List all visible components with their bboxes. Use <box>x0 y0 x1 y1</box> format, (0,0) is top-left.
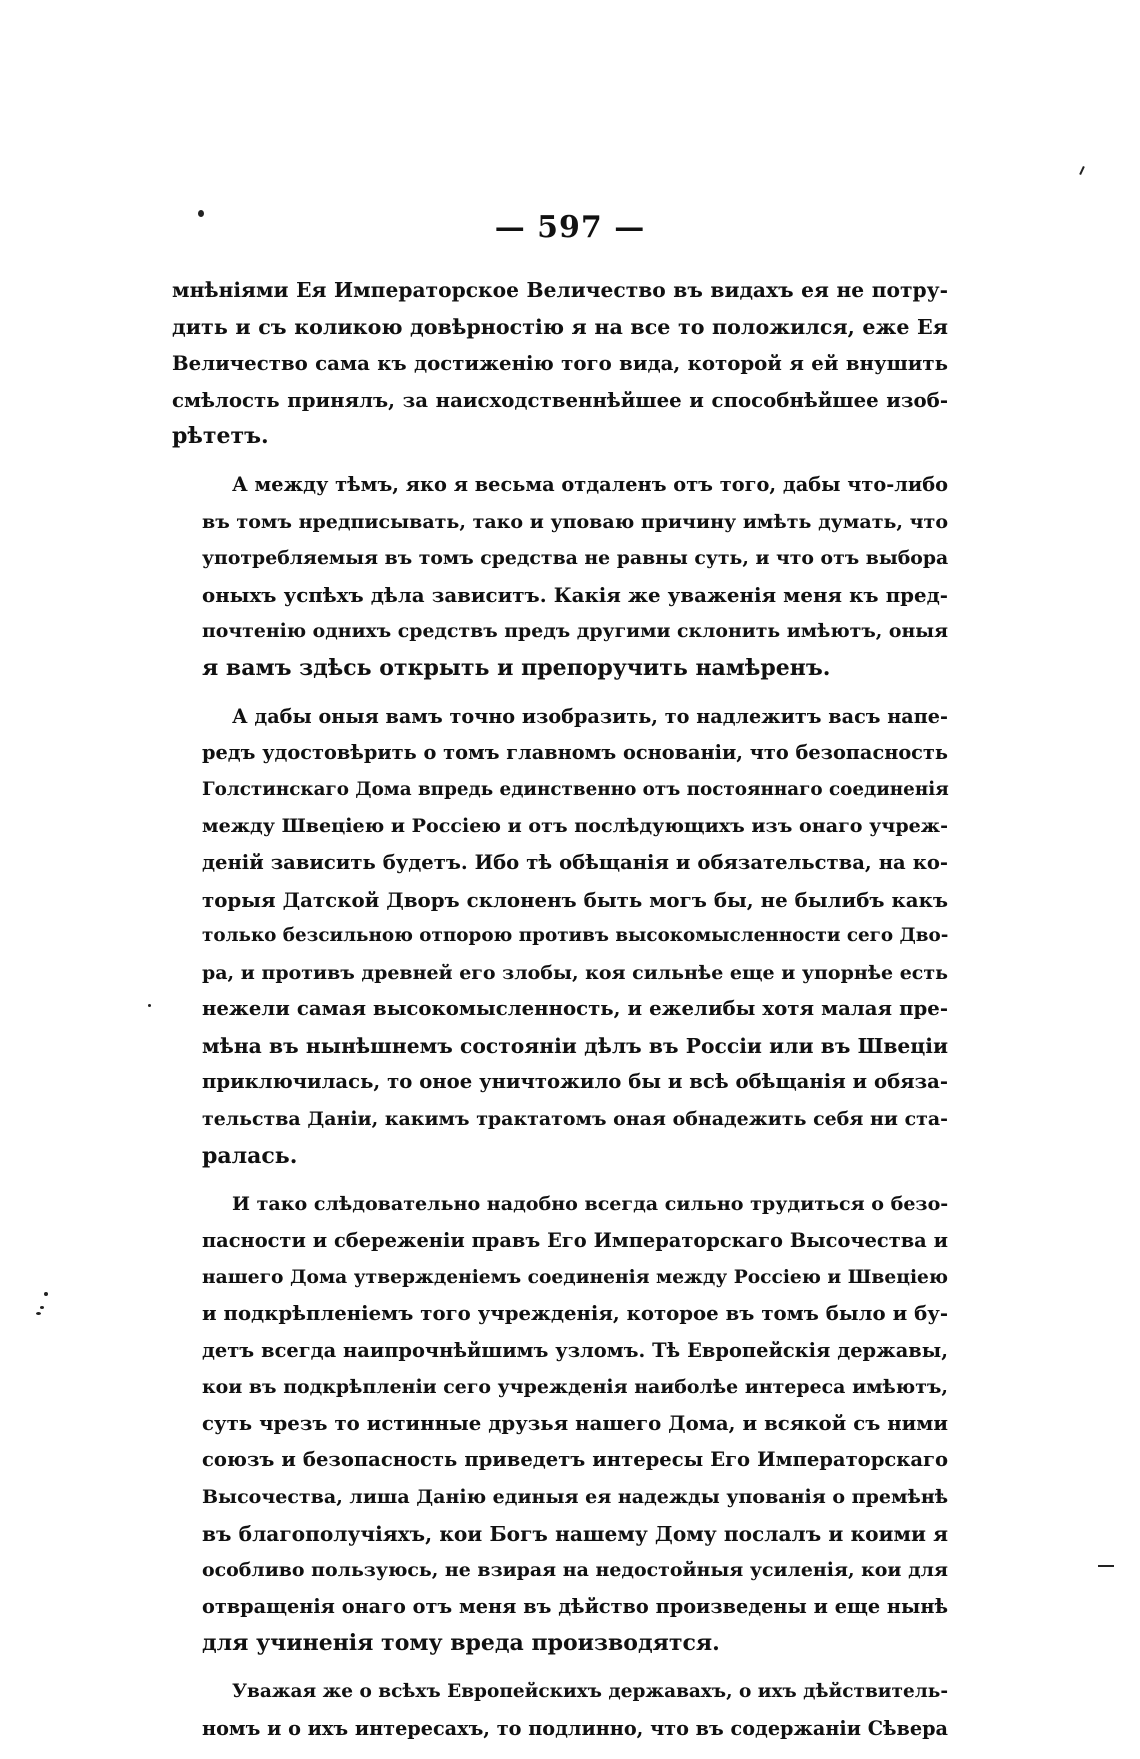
paragraph <box>172 467 948 687</box>
text-line: суть чрезъ то истинные друзья нашего Дома, и всякой съ ними <box>202 1411 948 1435</box>
text-line: редъ удостовѣрить о томъ главномъ основаніи, что безопасность <box>202 741 948 765</box>
text-line: для учиненія тому вреда производятся. <box>202 1630 720 1657</box>
margin-speck <box>148 1004 151 1007</box>
text-line: въ томъ нредписывать, тако и уповаю причину имѣть думать, что <box>202 510 948 533</box>
margin-speck <box>40 1306 44 1309</box>
text-line: детъ всегда наипрочнѣйшимъ узломъ. Тѣ Европейскія державы, <box>202 1338 948 1362</box>
text-line: А дабы оныя вамъ точно изобразить, то надлежитъ васъ напе- <box>232 704 948 728</box>
text-line: употребляемыя въ томъ средства не равны суть, и что отъ выбора <box>202 547 949 570</box>
paragraph <box>172 699 948 1175</box>
paragraph <box>172 1674 948 1747</box>
text-line: нежели самая высокомысленность, и ежелибы хотя малая пре- <box>202 997 948 1021</box>
text-line: Величество сама къ достиженію того вида, которой я ей внушить <box>172 351 948 376</box>
text-line: ралась. <box>202 1142 298 1169</box>
text-line: приключилась, то оное уничтожило бы и всѣ обѣщанія и обяза- <box>202 1070 948 1094</box>
margin-speck <box>36 1312 41 1315</box>
text-line: тельства Даніи, какимъ трактатомъ оная обнадежить себя ни ста- <box>202 1108 948 1131</box>
body-text <box>172 272 948 1759</box>
text-line: Уважая же о всѣхъ Европейскихъ державахъ, о ихъ дѣйствитель- <box>232 1680 949 1702</box>
text-line: въ благополучіяхъ, кои Богъ нашему Дому послалъ и коими я <box>202 1521 948 1546</box>
text-line: союзъ и безопасность приведетъ интересы Его Императорскаго <box>202 1448 948 1472</box>
text-line: Высочества, лиша Данію единыя ея надежды упованія о премѣнѣ <box>202 1486 949 1508</box>
text-line: ра, и противъ древней его злобы, коя сильнѣе еще и упорнѣе есть <box>202 961 948 984</box>
text-line: нашего Дома утвержденіемъ соединенія между Россіею и Швеціею <box>202 1266 948 1289</box>
text-line: Голстинскаго Дома впредь единственно отъ постояннаго соединенія <box>202 778 949 800</box>
text-line: пасности и сбереженіи правъ Его Императорскаго Высочества и <box>202 1228 948 1252</box>
text-line: кои въ подкрѣпленіи сего учрежденія наиболѣе интереса имѣютъ, <box>202 1376 948 1399</box>
text-line: рѣтетъ. <box>172 423 269 450</box>
text-line: номъ и о ихъ интересахъ, то подлинно, что въ содержаніи Сѣвера <box>202 1716 948 1740</box>
text-line: и подкрѣпленіемъ того учрежденія, которое въ томъ было и бу- <box>202 1302 948 1326</box>
margin-mark <box>1079 166 1085 175</box>
text-line: деній зависить будетъ. Ибо тѣ обѣщанія и обязательства, на ко- <box>202 850 948 874</box>
text-line: А между тѣмъ, яко я весьма отдаленъ отъ того, дабы что-либо <box>232 472 948 496</box>
text-line: торыя Датской Дворъ склоненъ быть могъ бы, не былибъ какъ <box>202 887 948 912</box>
text-line: смѣлость принялъ, за наисходственнѣйшее и способнѣйшее изоб- <box>172 387 948 412</box>
text-line: только безсильною отпорою противъ высокомысленности сего Дво- <box>202 925 949 947</box>
paragraph <box>172 272 948 455</box>
text-line: И тако слѣдовательно надобно всегда сильно трудиться о безо- <box>232 1193 949 1216</box>
text-line: оныхъ успѣхъ дѣла зависитъ. Какія же уваженія меня къ пред- <box>202 582 948 607</box>
page-number: — 597 — <box>494 210 646 245</box>
text-line: особливо пользуюсь, не взирая на недостойныя усиленія, кои для <box>202 1559 948 1582</box>
text-line: мѣна въ нынѣшнемъ состояніи дѣлъ въ Россіи или въ Швеціи <box>202 1033 948 1058</box>
text-line: я вамъ здѣсь открыть и препоручить намѣренъ. <box>202 654 831 681</box>
text-line: мнѣніями Ея Императорское Величество въ видахъ ея не потру- <box>172 278 948 302</box>
text-line: отвращенія онаго отъ меня въ дѣйство произведены и еще нынѣ <box>202 1594 948 1618</box>
margin-mark <box>1098 1565 1114 1567</box>
text-line: почтенію однихъ средствъ предъ другими склонить имѣютъ, оныя <box>202 620 949 643</box>
text-line: между Швеціею и Россіею и отъ послѣдующихъ изъ онаго учреж- <box>202 815 948 838</box>
paragraph <box>172 1186 948 1662</box>
text-line: дить и съ коликою довѣрностію я на все то положился, еже Ея <box>172 314 948 339</box>
margin-speck <box>44 1292 48 1296</box>
